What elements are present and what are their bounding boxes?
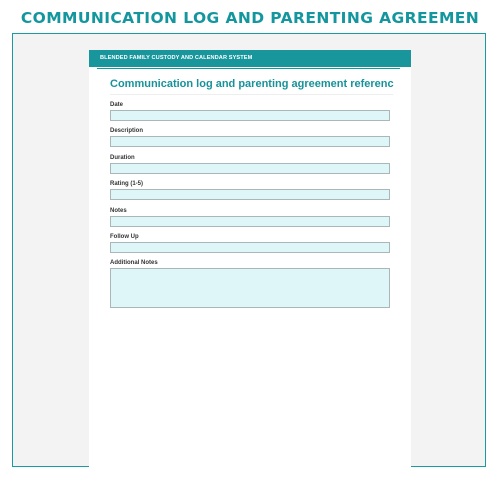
form-sheet: [89, 50, 411, 467]
rating-label: Rating (1-5): [110, 181, 143, 187]
follow-up-label: Follow Up: [110, 234, 139, 240]
date-label: Date: [110, 102, 124, 108]
notes-field[interactable]: [110, 216, 390, 227]
page-heading: COMMUNICATION LOG AND PARENTING AGREEMEN: [20, 9, 480, 27]
rating-field[interactable]: [110, 189, 390, 200]
header-divider: [97, 68, 400, 69]
additional-notes-textarea[interactable]: [110, 268, 390, 308]
additional-notes-label: Additional Notes: [110, 260, 158, 266]
duration-label: Duration: [110, 155, 135, 161]
title-divider: [110, 94, 393, 95]
date-field[interactable]: [110, 110, 390, 121]
notes-label: Notes: [110, 208, 127, 214]
system-title: BLENDED FAMILY CUSTODY AND CALENDAR SYSTEM: [100, 55, 253, 61]
form-title: Communication log and parenting agreement referenc: [110, 78, 394, 90]
sheet-header-bar: [89, 50, 411, 67]
follow-up-field[interactable]: [110, 242, 390, 253]
duration-field[interactable]: [110, 163, 390, 174]
description-label: Description: [110, 128, 144, 134]
description-field[interactable]: [110, 136, 390, 147]
